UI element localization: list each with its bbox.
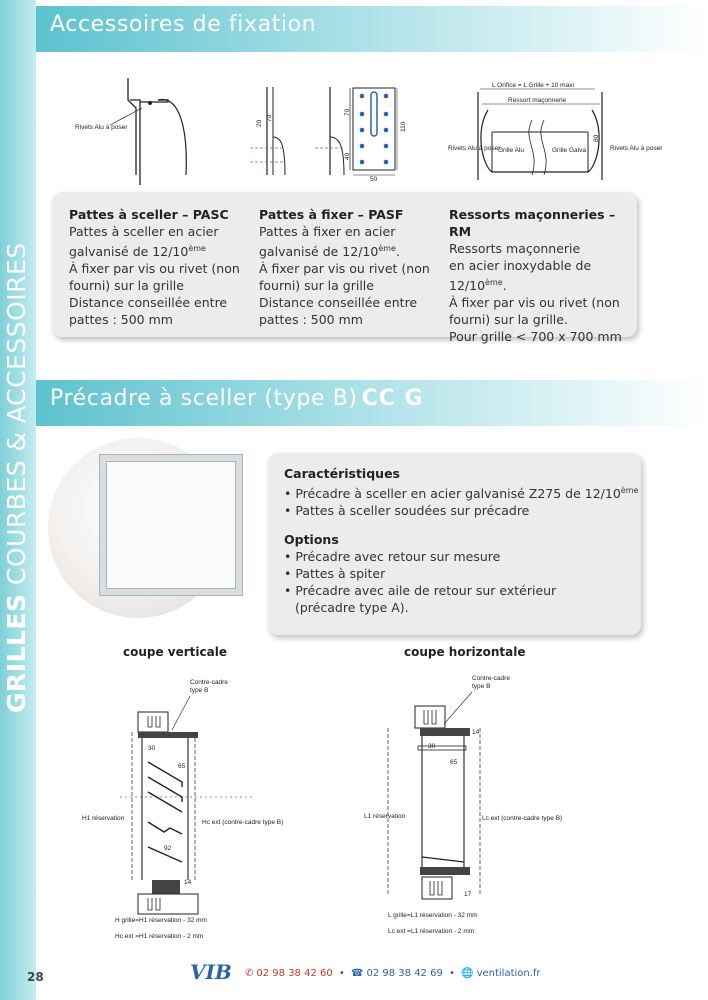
- vib-logo: VIB: [190, 960, 232, 984]
- pasf-dim-50: 50: [370, 176, 378, 183]
- globe-icon: 🌐: [461, 968, 474, 979]
- pasf-line: Pattes à fixer en acier: [259, 224, 396, 239]
- pasc-column: [69, 206, 240, 328]
- fax-number[interactable]: 02 98 38 42 69: [366, 968, 443, 979]
- rm-grille-galva: Grille Galva: [552, 147, 586, 154]
- rm-ressort-label: Ressort maçonnerie: [508, 97, 567, 104]
- section2-title: [50, 386, 424, 411]
- characteristic-item: • Pattes à sceller soudées sur précadre: [284, 502, 638, 519]
- accessories-panel: [52, 192, 637, 345]
- pasf-sup: ème: [378, 244, 396, 253]
- cut-vertical-title: coupe verticale: [123, 645, 227, 659]
- phone-number[interactable]: 02 98 38 42 60: [256, 968, 333, 979]
- hcut-contre-2: type B: [472, 683, 491, 690]
- rm-column: [449, 206, 637, 345]
- pasf-dim-110: 110: [400, 121, 407, 132]
- pasc-line: pattes : 500 mm: [69, 312, 173, 328]
- characteristics-heading: Caractéristiques: [284, 466, 400, 481]
- pasf-line: fourni) sur la grille: [259, 278, 374, 294]
- hcut-contre-1: Contre-cadre: [472, 675, 510, 682]
- pasf-heading: Pattes à fixer – PASF: [259, 207, 404, 222]
- pasc-diagram: [70, 70, 210, 185]
- vcut-dim-92: 92: [164, 845, 172, 852]
- characteristic-sup: ème: [620, 486, 639, 495]
- pasc-sup: ème: [188, 244, 206, 253]
- rm-line-text: 12/10: [449, 278, 486, 294]
- vcut-dim-30: 30: [148, 745, 156, 752]
- options-heading: Options: [284, 532, 339, 547]
- section2-header: [36, 380, 708, 426]
- vcut-contre-2: type B: [190, 687, 209, 694]
- rm-rivets-left: Rivets Alu à poser: [448, 145, 501, 152]
- hcut-dim-14: 14: [472, 729, 480, 736]
- pasf-dim-20: 20: [256, 119, 263, 127]
- pasf-line: pattes : 500 mm: [259, 312, 363, 328]
- pasc-line-text: galvanisé de 12/10: [69, 244, 189, 260]
- rm-after-sup: .: [502, 278, 507, 294]
- rm-orifice-label: L Orifice = L Grille + 10 maxi: [492, 82, 574, 89]
- rm-line: À fixer par vis ou rivet (non: [449, 295, 620, 311]
- pasc-rivets-label: Rivets Alu à poser: [75, 124, 128, 131]
- sidebar-title-rest: COURBES & ACCESSOIRES: [2, 242, 31, 594]
- pasf-line-text: galvanisé de 12/10: [259, 244, 379, 260]
- pasf-dim-40: 40: [344, 152, 351, 160]
- pasf-dim-70a: 70: [266, 114, 273, 122]
- option-item: • Précadre avec aile de retour sur extérieur: [284, 582, 556, 599]
- footer-contact: [190, 958, 541, 992]
- hcut-formula-2: Lc ext =L1 réservation - 2 mm: [388, 928, 475, 935]
- pasf-line: [259, 240, 430, 260]
- vcut-formula-1: H grille=H1 réservation - 32 mm: [115, 917, 207, 924]
- vcut-formula-2: Hc ext =H1 réservation - 2 mm: [115, 933, 204, 940]
- section1-header: [36, 6, 708, 52]
- pasc-heading: Pattes à sceller – PASC: [69, 207, 229, 222]
- characteristics-block: [284, 465, 638, 519]
- pasc-line: [69, 240, 240, 260]
- rm-diagram: [440, 80, 663, 180]
- section2-title-text: Précadre à sceller (type B): [50, 386, 358, 411]
- options-block: [284, 531, 556, 616]
- rm-dim-80: 80: [593, 134, 600, 142]
- rm-line: Ressorts maçonnerie: [449, 241, 581, 256]
- hcut-dim-30: 30: [428, 743, 436, 750]
- pasf-dim-70b: 70: [344, 108, 351, 116]
- vertical-cut-diagram: [80, 672, 320, 942]
- pasf-line: Distance conseillée entre: [259, 295, 418, 311]
- rm-line: fourni) sur la grille.: [449, 312, 568, 328]
- pasf-diagram: [245, 82, 415, 182]
- rm-line: en acier inoxydable de: [449, 258, 592, 273]
- pasc-line: fourni) sur la grille: [69, 278, 184, 294]
- section2-tag: CC G: [361, 386, 424, 411]
- vcut-hc-label: Hc ext (contre-cadre type B): [202, 819, 284, 826]
- vcut-contre-1: Contre-cadre: [190, 679, 228, 686]
- hcut-formula-1: L grille=L1 réservation - 32 mm: [388, 912, 478, 919]
- precadre-image: [100, 455, 242, 595]
- rm-line: [449, 274, 637, 294]
- fax-icon: ☎: [351, 968, 364, 979]
- pasc-line: Distance conseillée entre: [69, 295, 228, 311]
- vcut-dim-65: 65: [178, 763, 186, 770]
- precadre-panel: [268, 453, 641, 635]
- hcut-dim-65: 65: [450, 759, 458, 766]
- phone-icon: ✆: [245, 968, 254, 979]
- option-item: • Pattes à spiter: [284, 565, 556, 582]
- page-number: 28: [27, 970, 44, 984]
- option-item-cont: (précadre type A).: [295, 600, 409, 615]
- option-item: • Précadre avec retour sur mesure: [284, 548, 556, 565]
- rm-rivets-right: Rivets Alu à poser: [610, 145, 663, 152]
- separator: •: [449, 968, 455, 979]
- hcut-lc-label: Lc ext (contre-cadre type B): [482, 815, 563, 822]
- cut-horizontal-title: coupe horizontale: [404, 645, 526, 659]
- separator: •: [338, 968, 345, 979]
- pasf-after-sup: .: [395, 244, 400, 260]
- horizontal-cut-diagram: [360, 672, 600, 942]
- characteristic-text: Précadre à sceller en acier galvanisé Z275 de 12/10: [295, 486, 621, 502]
- pasf-line: À fixer par vis ou rivet (non: [259, 261, 430, 277]
- pasc-line: Pattes à sceller en acier: [69, 224, 219, 239]
- rm-heading: Ressorts maçonneries – RM: [449, 207, 616, 239]
- hcut-l1-label: L1 réservation: [364, 813, 406, 820]
- sidebar-title-bold: GRILLES: [2, 593, 31, 713]
- pasf-column: [259, 206, 430, 328]
- website-link[interactable]: ventilation.fr: [476, 968, 541, 979]
- rm-grille-alu: Grille Alu: [498, 147, 525, 154]
- vcut-h1-label: H1 réservation: [82, 815, 125, 822]
- sidebar-title: [0, 99, 35, 713]
- rm-line: Pour grille < 700 x 700 mm: [449, 329, 622, 345]
- pasc-line: À fixer par vis ou rivet (non: [69, 261, 240, 277]
- hcut-dim-17: 17: [464, 891, 472, 898]
- rm-sup: ème: [485, 278, 503, 287]
- contact-line: [245, 968, 541, 979]
- vcut-dim-14: 14: [184, 879, 192, 886]
- section1-title: Accessoires de fixation: [50, 12, 317, 37]
- characteristic-item: [284, 482, 638, 502]
